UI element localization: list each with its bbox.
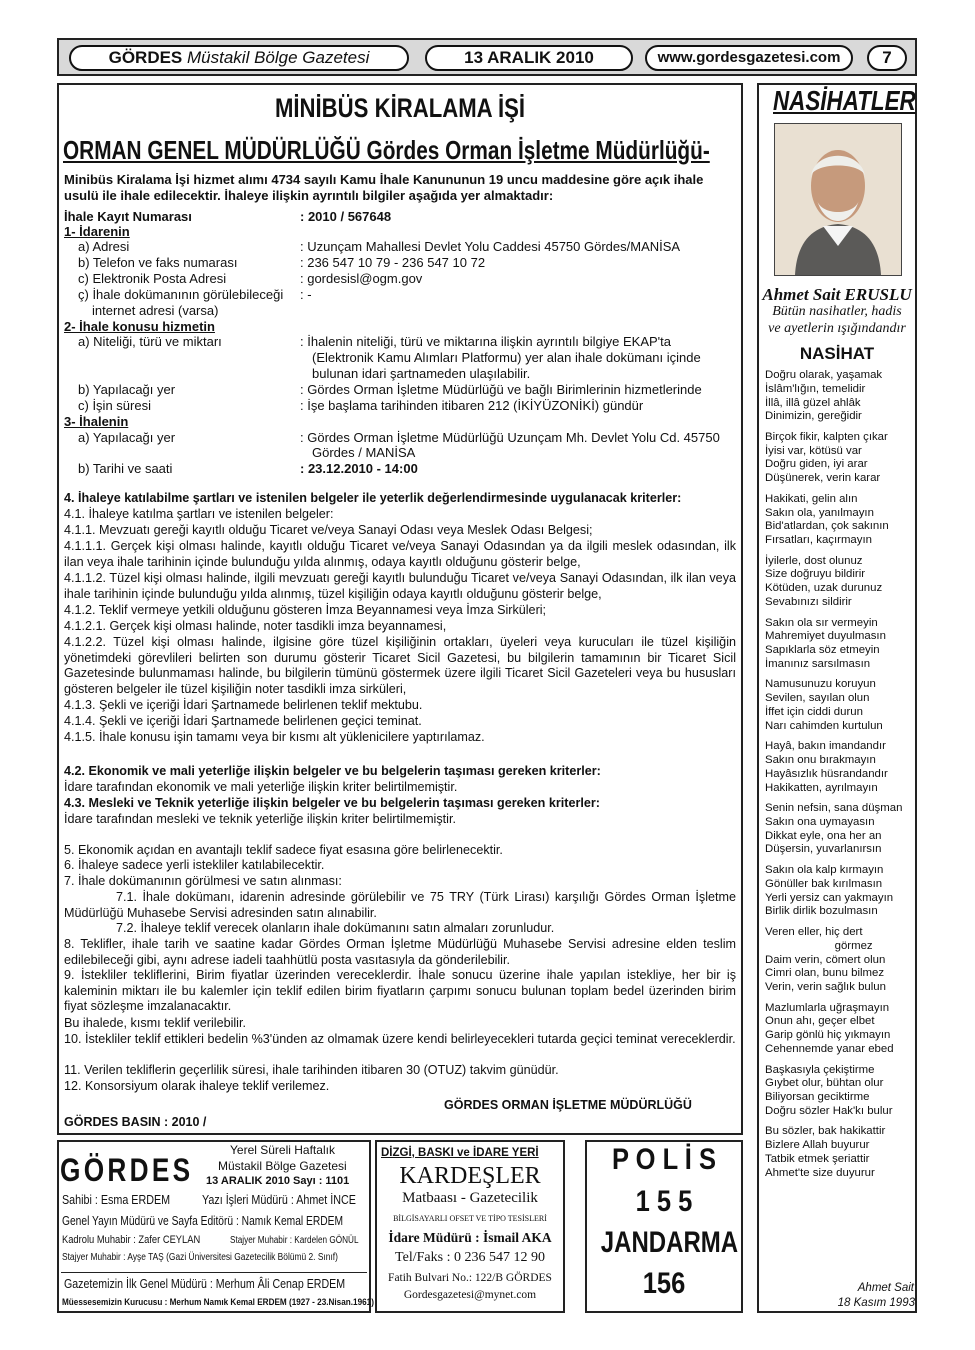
paragraph: 4.1.3. Şekli ve içeriği İdari Şartnamede belirlenen teklif mektubu. [64,698,423,712]
field-value: : 236 547 10 79 - 236 547 10 72 [300,255,486,270]
poem-line: Başkasıyla çekiştirme [765,1063,875,1076]
stanza-gap [765,919,915,926]
poem-line: Dinimizin, gereğidir [765,410,862,423]
poem-line: Biliyorsan geciktirme [765,1091,870,1104]
brand-name: GÖRDES [108,48,183,67]
paragraph: 10. İstekliler teklif ettikleri bedelin %3'ünden az olmamak üzere kendi belirleyecekleri tutarda geçici teminat vereceklerdir. [64,1032,736,1046]
field-label: İhale Kayıt Numarası [64,209,192,224]
police-number: 1 5 5 [635,1185,693,1218]
paragraph: İdare tarafından mesleki ve teknik yeterliğe ilişkin kriter belirtilmemiştir. [64,812,456,826]
newspaper-logo: GÖRDES [60,1152,194,1188]
press-code: GÖRDES BASIN : 2010 / [64,1115,207,1129]
field-label: a) Niteliği, türü ve miktarı [78,334,222,349]
paragraph: 8. Teklifler, ihale tarih ve saatine kadar Gördes Orman İşletme Müdürlüğü Muhasebe Servisi adresine elden teslim edilebileceği gibi, aynı adrese iadeli taahhütlü posta vasıtasıyla da gönderilebilir. [64,937,736,967]
printer-line: İdare Müdürü : İsmail AKA [388,1230,552,1245]
criteria-heading: 4.3. Mesleki ve Teknik yeterliğe ilişkin belgeler ve bu belgelerin taşıması gereken kriterler: [64,796,600,810]
poem-line: Düşersin, yuvarlanırsın [765,843,882,856]
website[interactable]: www.gordesgazetesi.com [645,45,853,71]
imprint-line: Müessesemizin Kurucusu : Merhum Namık Kemal ERDEM (1927 - 23.Nisan.1961) [62,1297,374,1308]
poem-line: Sakın onu bırakmayın [765,754,876,767]
poem-line: Sakın ona uymayasın [765,815,875,828]
author-photo [774,123,902,276]
poem-body [765,369,915,1180]
paragraph: 4.1.1.2. Tüzel kişi olması halinde, ilgili mevzuatı gereği kayıtlı bulunduğu Ticaret ve/veya Sanayi Odasından, ilk ilan veya ihale tarihinin içinde bulunduğu yılda alınmış, tüzel kişiliğin odaya kayıtlı olduğunu gösterir belge, [64,571,736,601]
divider [61,1272,367,1273]
poem-line: Dikkat eyle, ona her an [765,829,882,842]
poem-line: Sakın ola kalp kırmayın [765,864,884,877]
notice-subtitle: ORMAN GENEL MÜDÜRLÜĞÜ Gördes Orman İşletme Müdürlüğü- [63,135,710,165]
imprint-line: Yerel Süreli Haftalık [230,1143,335,1157]
poem-line: Fırsatları, kaçırmayın [765,534,872,547]
stanza-gap [765,857,915,864]
field-value: (Elektronik Kamu Alımları Platformu) yer alan ihale dokümanı içinde [312,350,701,365]
poem-signature: Ahmet Sait [857,1282,914,1294]
author-name: Ahmet Sait ERUSLU [762,285,912,304]
police-label: P O L İ S [612,1143,716,1176]
stanza-gap [765,1119,915,1126]
imprint-line: Müstakil Bölge Gazetesi [218,1159,347,1173]
field-label: a) Adresi [78,239,130,254]
poem-line: Doğru giden, iyi arar [765,458,868,471]
poem-line: Gıybet olur, bühtan olur [765,1077,884,1090]
poem-line: Cimri olan, bunu bilmez [765,967,885,980]
gendarmerie-number: 156 [642,1267,686,1300]
poem-line: Sevabınızı sildirir [765,595,852,608]
imprint-line: Yazı İşleri Müdürü : Ahmet İNCE [202,1193,356,1207]
paragraph: 7.1. İhale dokümanı, idarenin adresinde görülebilir ve 75 TRY (Türk Lirası) karşılığı Gördes Orman İşletme Müdürlüğü Muhasebe Servisi adresinden satın alınabilir. [64,890,736,920]
paragraph: 4.1.5. İhale konusu işin tamamı veya bir kısmı alt yüklenicilere yaptırılamaz. [64,730,485,744]
printer-name: KARDEŞLER [399,1163,541,1189]
poem-line: İslâm'lığın, temelidir [765,382,866,395]
poem-title: NASİHAT [799,344,875,363]
imprint-line: Stajyer Muhabir : Ayşe TAŞ (Gazi Üniversitesi Gazetecilik Bölümü 2. Sınıf) [62,1252,338,1263]
paragraph: 4.1.4. Şekli ve içeriği İdari Şartnamede belirlenen geçici teminat. [64,714,422,728]
imprint-line: Stajyer Muhabir : Kardelen GÖNÜL [230,1235,359,1246]
poem-line: Hayâsızlık hüsrandandır [765,767,888,780]
field-label: c) İşin süresi [78,398,151,413]
printer-line: Tel/Faks : 0 236 547 12 90 [395,1250,545,1265]
poem-line: Bizlere Allah buyurur [765,1139,870,1152]
field-value: : İhalenin niteliği, türü ve miktarına ilişkin ayrıntılı bilgiye EKAP'ta [300,334,671,349]
field-value: : gordesisl@ogm.gov [300,271,423,286]
poem-line: Veren eller, hiç dert [765,926,863,939]
printer-email: Gordesgazetesi@mynet.com [403,1289,537,1301]
notice-title: MİNİBÜS KİRALAMA İŞİ [274,93,526,123]
stanza-gap [765,672,915,679]
field-value: : İşe başlama tarihinden itibaren 212 (İKİYÜZONİKİ) gündür [300,398,644,413]
poem-line: Sakın ola, yanılmayın [765,506,874,519]
field-label: ç) İhale dokümanının görülebileceği [78,287,284,302]
paragraph: 9. İstekliler tekliflerini, Birim fiyatlar üzerinden vereceklerdir. İhale sonucu üzerine ihale yapılan istekliye, her bir iş kaleminin miktarı ile bu kalemler için teklif edilen birim fiyatların çarpımı sonucu bulunan toplam bedel üzerinden birim fiyat sözleşme imzalanacaktır. [64,968,736,1014]
paragraph: 6. İhaleye sadece yerli istekliler katılabilecektir. [64,858,325,872]
page-number: 7 [867,45,907,71]
poem-line: Gönüller bak kırılmasın [765,877,883,890]
field-label: internet adresi (varsa) [92,303,219,318]
section-heading: 1- İdarenin [64,224,130,239]
poem-line: Garip gönlü hiç yıkmayın [765,1029,891,1042]
column-title: NASİHATLER [773,85,916,116]
poem-line: Doğru sözler Hak'kı bulur [765,1104,893,1117]
paragraph: 12. Konsorsiyum olarak ihaleye teklif verilemez. [64,1079,330,1093]
paragraph: 4.1.2.2. Tüzel kişi olması halinde, ilgisine göre tüzel kişiliğinin ortakları, üyeleri veya kurucuları ile tüzel kişiliğin yönetimdeki görevlileri belirten son durumu gösterir Ticaret Sicil Gazetesi, bu bilgilerin tamamının bir Ticaret Sicil Gazetesinde bulunmaması halinde, bu bilgilerin tümünü göstermek üzere ilgili Ticaret Sicil Gazeteleri veya bu hususları gösteren belgeler ile tüzel kişiliğin noter tasdikli imza sirküleri, [64,635,736,696]
imprint-line: Sahibi : Esma ERDEM [62,1193,171,1207]
paragraph: 11. Verilen tekliflerin geçerlilik süresi, ihale tarihinden itibaren 30 (OTUZ) takvim günüdür. [64,1063,559,1077]
field-value: : 23.12.2010 - 14:00 [300,461,418,476]
field-value: : Gördes Orman İşletme Müdürlüğü ve bağlı Birimlerinin hizmetlerinde [300,382,702,397]
paragraph: 4.1.1. Mevzuatı gereği kayıtlı olduğu Ticaret ve/veya Sanayi Odası veya Meslek Odası Belgesi; [64,523,593,537]
printer-line: Matbaası - Gazetecilik [402,1190,538,1206]
paragraph: Bu ihalede, kısmı teklif verilebilir. [64,1016,246,1030]
poem-line: İffet için ciddi durun [765,705,863,718]
stanza-gap [765,548,915,555]
field-value: : 2010 / 567648 [300,209,392,224]
poem-line: Sakın ola sır vermeyin [765,616,878,629]
poem-line: Narı cahimden kurtulun [765,719,883,732]
imprint-line: Kadrolu Muhabir : Zafer CEYLAN [62,1234,201,1246]
poem-line: Tatbik etmek şeriattir [765,1152,870,1165]
poem-line: görmez [765,939,873,952]
intro-line: usulü ile ihale edilecektir. İhaleye ilişkin ayrıntılı bilgiler aşağıda yer almaktadır: [64,188,554,203]
poem-line: Ahmet'te size duyurur [765,1166,875,1179]
poem-line: Hakikatten, ayrılmayın [765,781,878,794]
section-heading: 3- İhalenin [64,414,129,429]
poem-line: Bid'atlardan, çok sakının [765,520,889,533]
printer-line: BİLGİSAYARLI OFSET VE TİPO TESİSLERİ [393,1214,547,1223]
issue-date: 13 ARALIK 2010 [425,45,633,71]
brand-subtitle: Müstakil Bölge Gazetesi [187,48,370,67]
poem-line: İmanınız sarsılmasın [765,657,871,670]
field-value: : Uzunçam Mahallesi Devlet Yolu Caddesi 45750 Gördes/MANİSA [300,239,681,254]
field-label: b) Tarihi ve saati [78,461,173,476]
imprint-line: 13 ARALIK 2010 Sayı : 1101 [206,1175,350,1187]
paragraph: 4.1.2. Teklif vermeye yetkili olduğunu gösteren İmza Beyannamesi veya İmza Sirküleri; [64,603,547,617]
poem-line: Bu sözler, bak hakikattir [765,1125,886,1138]
poem-line: İyilerle, dost olunuz [765,554,863,567]
paragraph: 7.2. İhaleye teklif verecek olanların ihale dokümanını satın almaları zorunludur. [116,921,555,935]
field-label: b) Telefon ve faks numarası [78,255,238,270]
poem-line: İyisi var, kötüsü var [765,444,862,457]
imprint-line: Genel Yayın Müdürü ve Sayfa Editörü : Namık Kemal ERDEM [62,1214,344,1228]
column-subtitle: ve ayetlerin ışığındandır [768,321,906,336]
criteria-heading: 4. İhaleye katılabilme şartları ve istenilen belgeler ile yeterlik değerlendirmesinde uygulanacak kriterler: [64,491,682,505]
poem-line: Sevilen, sayılan olun [765,692,870,705]
poem-line: Hakikati, gelin alın [765,492,858,505]
paragraph: 5. Ekonomik açıdan en avantajlı teklif sadece fiyat esasına göre belirlenecektir. [64,843,503,857]
field-value: Gördes / MANİSA [312,445,416,460]
field-label: c) Elektronik Posta Adresi [78,271,227,286]
stanza-gap [765,610,915,617]
intro-line: Minibüs Kiralama İşi hizmet alımı 4734 sayılı Kamu İhale Kanununun 19 uncu maddesine göre açık ihale [64,172,704,187]
paragraph: İdare tarafından ekonomik ve mali yeterliğe ilişkin kriter belirtilmemiştir. [64,780,458,794]
stanza-gap [765,1057,915,1064]
page-header [57,38,917,76]
criteria-heading: 4.2. Ekonomik ve mali yeterliğe ilişkin belgeler ve bu belgelerin taşıması gereken kriterler: [64,764,601,778]
field-value: : Gördes Orman İşletme Müdürlüğü Uzunçam Mh. Devlet Yolu Cd. 45750 [300,430,720,445]
column-subtitle: Bütün nasihatler, hadis [772,304,902,319]
gendarmerie-label: JANDARMA [600,1226,739,1259]
field-label: b) Yapılacağı yer [78,382,176,397]
stanza-gap [765,733,915,740]
poem-line: Düşünerek, verin karar [765,472,881,485]
stanza-gap [765,795,915,802]
poem-line: Cehennemde yanar ebed [765,1042,894,1055]
poem-line: Size doğruyu bildirir [765,568,866,581]
poem-line: Sapıklarla söz etmeyin [765,644,880,657]
poem-line: Birlik dirlik bozulmasın [765,905,878,918]
poem-line: Birçok fikir, kalpten çıkar [765,430,888,443]
poem-date: 18 Kasım 1993 [837,1297,915,1309]
poem-line: Hayâ, bakın imandandır [765,740,886,753]
poem-line: Doğru olarak, yaşamak [765,369,883,381]
paragraph: 4.1. İhaleye katılma şartları ve istenilen belgeler: [64,507,334,521]
printer-heading: DİZGİ, BASKI ve İDARE YERİ [381,1147,539,1159]
stanza-gap [765,995,915,1002]
signature: GÖRDES ORMAN İŞLETME MÜDÜRLÜĞÜ [444,1098,692,1112]
paragraph: 4.1.2.1. Gerçek kişi olması halinde, noter tasdikli imza beyannamesi, [64,619,447,633]
poem-line: Verin, verin sağlık bulun [765,981,886,994]
field-value: : - [300,287,312,302]
section-heading: 2- İhale konusu hizmetin [64,319,215,334]
stanza-gap [765,486,915,493]
poem-line: Senin nefsin, sana düşman [765,802,903,815]
printer-line: Fatih Bulvari No.: 122/B GÖRDES [388,1272,552,1284]
poem-line: Yerli yersiz can yakmayın [765,891,894,904]
poem-line: İllâ, illâ güzel ahlâk [765,396,861,409]
poem-line: Kötüden, uzak durunuz [765,582,883,595]
poem-line: Onun ahı, geçer elbet [765,1015,875,1028]
poem-line: Mahremiyet duyulmasın [765,630,886,643]
poem-line: Namusunuzu koruyun [765,678,876,691]
stanza-gap [765,424,915,431]
brand-pill [69,45,409,71]
field-label: a) Yapılacağı yer [78,430,176,445]
poem-line: Daim verin, cömert olun [765,953,886,966]
paragraph: 7. İhale dokümanının görülmesi ve satın alınması: [64,874,342,888]
field-value: bulunan idari şartnameden ulaşılabilir. [312,366,531,381]
imprint-line: Gazetemizin İlk Genel Müdürü : Merhum Âli Cenap ERDEM [64,1277,346,1291]
poem-line: Mazlumlarla uğraşmayın [765,1001,890,1014]
paragraph: 4.1.1.1. Gerçek kişi olması halinde, kayıtlı olduğu Ticaret ve/veya Sanayi Odasından ya da ilgili meslek odasından, ilk ilan veya ihale tarihinin içinde bulunduğu yılda alınmış, odaya kayıtlı olduğunu gösterir belge, [64,539,736,569]
